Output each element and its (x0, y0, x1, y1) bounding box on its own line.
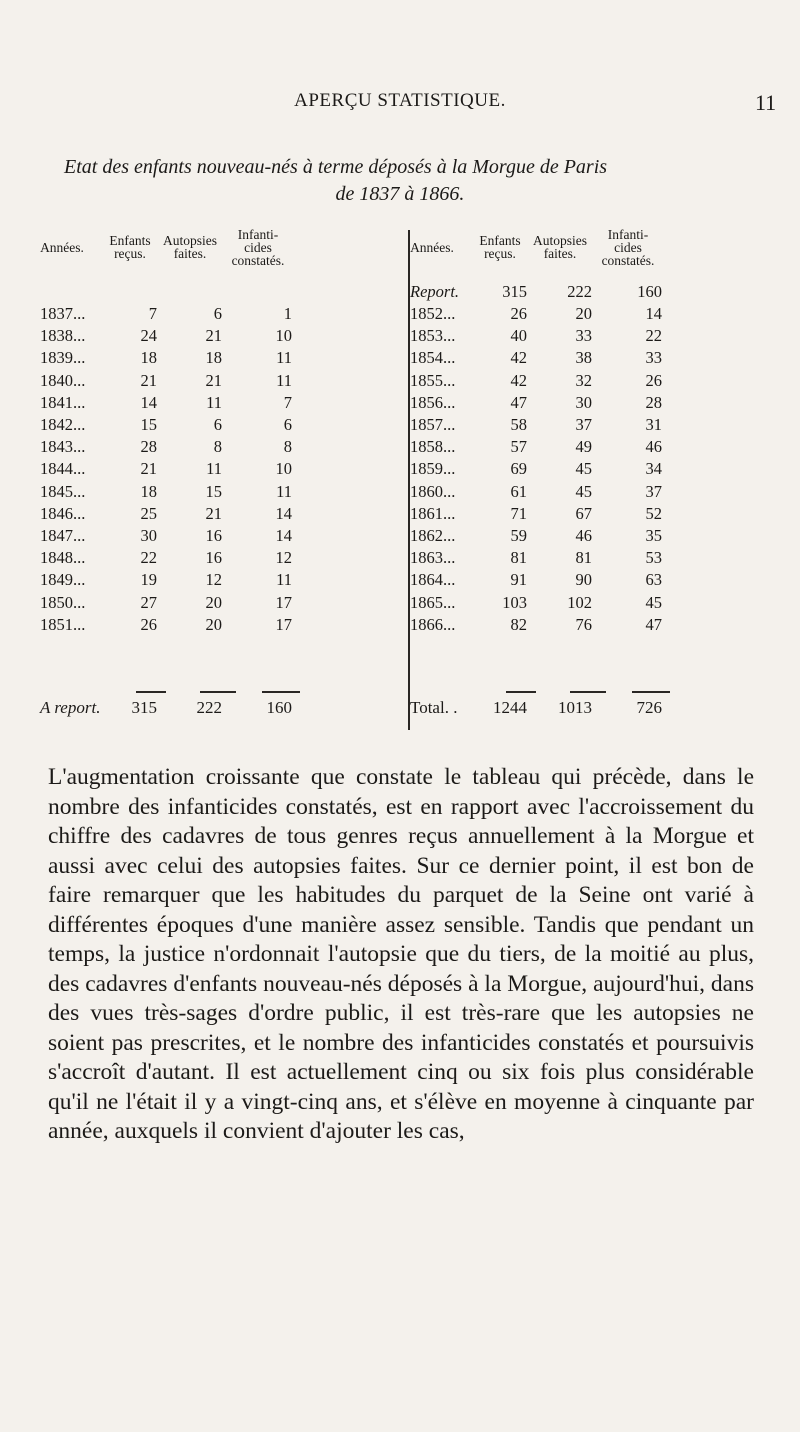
year-cell: 1843... (40, 437, 86, 457)
year-cell: 1866... (410, 614, 456, 634)
table-row (40, 348, 400, 372)
infanticides-cell: 14 (275, 503, 292, 523)
sum-rule (632, 691, 670, 693)
table-row (410, 570, 770, 594)
enfants-cell: 103 (502, 592, 527, 612)
running-header (0, 90, 800, 120)
header-enfants-line: Enfants (479, 233, 521, 248)
year-cell: 1847... (40, 526, 86, 545)
infanticides-cell: 14 (645, 304, 662, 323)
header-infanticides-line: Infanti- (237, 227, 279, 242)
enfants-cell: 59 (510, 526, 527, 545)
enfants-cell: 71 (510, 503, 527, 523)
enfants-cell: 82 (510, 614, 527, 634)
autopsies-cell: 33 (575, 326, 592, 346)
header-infanticides (218, 228, 298, 267)
autopsies-cell: 67 (575, 503, 592, 523)
header-infanticides-line: cides (614, 240, 642, 255)
year-cell: 1860... (410, 481, 456, 501)
autopsies-cell: 21 (205, 370, 222, 390)
infanticides-cell: 26 (645, 370, 662, 390)
year-cell: 1840... (40, 370, 86, 390)
infanticides-cell: 8 (283, 437, 292, 457)
year-cell: 1854... (410, 348, 456, 368)
enfants-cell: 22 (140, 548, 157, 568)
statistics-table (40, 228, 760, 733)
enfants-cell: 19 (140, 570, 157, 590)
enfants-cell: 24 (140, 326, 157, 346)
enfants-cell: 7 (148, 304, 157, 323)
report-row (40, 698, 400, 722)
autopsies-cell: 18 (205, 348, 222, 368)
table-row (410, 615, 770, 639)
table-row (410, 437, 770, 461)
autopsies-cell: 11 (206, 392, 222, 412)
infanticides-cell: 28 (645, 392, 662, 412)
autopsies-cell: 15 (205, 481, 222, 501)
autopsies-cell: 46 (575, 526, 592, 545)
table-row (40, 526, 400, 550)
caption-line-2: de 1837 à 1866. (335, 183, 465, 205)
page-number: 11 (755, 90, 777, 115)
year-cell: 1857... (410, 415, 456, 434)
report-row (410, 282, 770, 306)
table-row (40, 326, 400, 350)
header-infanticides-line: cides (244, 240, 272, 255)
body-paragraph: L'augmentation croissante que constate le tableau qui précède, dans le nombre des infanticides constatés, est en rapport avec l'accroissement du chiffre des cadavres de tous genres reçus annuellement à la Morgue et aussi avec celui des autopsies faites. Sur ce dernier point, il est bon de faire remarquer que les habitudes du parquet de la Seine ont varié à différentes époques d'une manière assez sensible. Tandis que pendant un temps, la justice n'ordonnait l'autopsie que du tiers, de la moitié au plus, des cadavres d'enfants nouveau-nés déposés à la Morgue, aujourd'hui, dans des vues très-sages d'ordre public, il est très-rare que les autopsies ne soient pas prescrites, et le nombre des infanticides constatés et poursuivis s'accroît d'autant. Il est actuellement cinq ou six fois plus considérable qu'il ne l'était il y a vingt-cinq ans, et s'élève en moyenne à cinquante par année, auxquels il convient d'ajouter les cas, (48, 764, 754, 1144)
table-row (410, 482, 770, 506)
header-annees-line: Années. (410, 240, 454, 255)
enfants-cell: 30 (140, 526, 157, 545)
table-caption (40, 154, 760, 208)
table-row (410, 526, 770, 550)
table-row (40, 615, 400, 639)
year-cell: 1841... (40, 392, 86, 412)
header-enfants-line: reçus. (114, 246, 146, 261)
autopsies-cell: 222 (567, 282, 592, 301)
header-enfants-line: Enfants (109, 233, 151, 248)
autopsies-cell: 102 (567, 592, 592, 612)
header-autopsies-line: faites. (543, 246, 577, 261)
year-cell: 1861... (410, 503, 456, 523)
autopsies-cell: 20 (205, 592, 222, 612)
autopsies-cell: 6 (213, 304, 222, 323)
year-cell: 1838... (40, 326, 86, 346)
enfants-cell: 21 (140, 459, 157, 479)
autopsies-cell: 12 (205, 570, 222, 590)
infanticides-cell: 10 (275, 459, 292, 479)
year-cell: Total. . (410, 698, 458, 717)
enfants-cell: 15 (140, 415, 157, 434)
total-row (410, 698, 770, 722)
enfants-cell: 42 (510, 370, 527, 390)
year-cell: 1842... (40, 415, 86, 434)
infanticides-cell: 17 (275, 592, 292, 612)
autopsies-cell: 49 (575, 437, 592, 457)
table-row (410, 348, 770, 372)
enfants-cell: 28 (140, 437, 157, 457)
infanticides-cell: 47 (645, 614, 662, 634)
infanticides-cell: 45 (645, 592, 662, 612)
year-cell: 1852... (410, 304, 456, 323)
year-cell: 1845... (40, 481, 86, 501)
autopsies-cell: 21 (205, 326, 222, 346)
infanticides-cell: 33 (645, 348, 662, 368)
year-cell: 1865... (410, 592, 456, 612)
infanticides-cell: 34 (645, 459, 662, 479)
autopsies-cell: 16 (205, 548, 222, 568)
infanticides-cell: 6 (283, 415, 292, 434)
table-row (40, 437, 400, 461)
autopsies-cell: 45 (575, 481, 592, 501)
autopsies-cell: 21 (205, 503, 222, 523)
sum-rule (570, 691, 606, 693)
infanticides-cell: 22 (645, 326, 662, 346)
autopsies-cell: 81 (575, 548, 592, 568)
infanticides-cell: 12 (275, 548, 292, 568)
enfants-cell: 1244 (493, 698, 527, 717)
enfants-cell: 91 (510, 570, 527, 590)
infanticides-cell: 31 (645, 415, 662, 434)
infanticides-cell: 1 (283, 304, 292, 323)
autopsies-cell: 8 (213, 437, 222, 457)
header-infanticides (588, 228, 668, 267)
header-autopsies-line: Autopsies (533, 233, 587, 248)
header-title: APERÇU STATISTIQUE. (294, 90, 506, 111)
caption-line-1: Etat des enfants nouveau-nés à terme déposés à la Morgue de Paris (64, 156, 608, 178)
table-row (410, 371, 770, 395)
enfants-cell: 21 (140, 370, 157, 390)
table-row (40, 570, 400, 594)
year-cell: 1839... (40, 348, 86, 368)
autopsies-cell: 222 (196, 698, 222, 717)
autopsies-cell: 20 (575, 304, 592, 323)
autopsies-cell: 30 (575, 392, 592, 412)
sum-rule (506, 691, 536, 693)
year-cell: 1837... (40, 304, 86, 323)
infanticides-cell: 53 (645, 548, 662, 568)
table-row (410, 415, 770, 439)
header-annees-line: Années. (40, 240, 84, 255)
infanticides-cell: 160 (266, 698, 292, 717)
enfants-cell: 25 (140, 503, 157, 523)
header-infanticides-line: constatés. (231, 253, 285, 268)
enfants-cell: 26 (510, 304, 527, 323)
autopsies-cell: 45 (575, 459, 592, 479)
table-row (40, 548, 400, 572)
table-row (40, 415, 400, 439)
table-row (410, 459, 770, 483)
year-cell: 1844... (40, 459, 86, 479)
infanticides-cell: 160 (637, 282, 662, 301)
infanticides-cell: 726 (636, 698, 662, 717)
infanticides-cell: 11 (276, 348, 292, 368)
autopsies-cell: 6 (213, 415, 222, 434)
table-row (410, 504, 770, 528)
year-cell: 1853... (410, 326, 456, 346)
year-cell: A report. (40, 698, 101, 717)
infanticides-cell: 11 (276, 570, 292, 590)
year-cell: 1855... (410, 370, 456, 390)
table-row (40, 482, 400, 506)
enfants-cell: 315 (131, 698, 157, 717)
enfants-cell: 57 (510, 437, 527, 457)
sum-rule (262, 691, 300, 693)
table-row (410, 326, 770, 350)
year-cell: 1864... (410, 570, 456, 590)
infanticides-cell: 10 (275, 326, 292, 346)
year-cell: 1859... (410, 459, 456, 479)
year-cell: 1848... (40, 548, 86, 568)
infanticides-cell: 35 (645, 526, 662, 545)
table-row (40, 459, 400, 483)
enfants-cell: 61 (510, 481, 527, 501)
header-infanticides-line: Infanti- (607, 227, 649, 242)
table-row (410, 548, 770, 572)
enfants-cell: 42 (510, 348, 527, 368)
enfants-cell: 18 (140, 348, 157, 368)
enfants-cell: 26 (140, 614, 157, 634)
autopsies-cell: 20 (205, 614, 222, 634)
header-autopsies-line: faites. (173, 246, 207, 261)
enfants-cell: 40 (510, 326, 527, 346)
year-cell: 1851... (40, 614, 86, 634)
table-row (40, 504, 400, 528)
sum-rule (200, 691, 236, 693)
autopsies-cell: 11 (206, 459, 222, 479)
autopsies-cell: 90 (575, 570, 592, 590)
year-cell: 1858... (410, 437, 456, 457)
table-left-half (40, 228, 400, 733)
infanticides-cell: 14 (275, 526, 292, 545)
table-row (40, 393, 400, 417)
autopsies-cell: 32 (575, 370, 592, 390)
year-cell: 1863... (410, 548, 456, 568)
infanticides-cell: 63 (645, 570, 662, 590)
infanticides-cell: 11 (276, 481, 292, 501)
year-cell: Report. (410, 282, 460, 301)
enfants-cell: 81 (510, 548, 527, 568)
sum-rule (136, 691, 166, 693)
year-cell: 1849... (40, 570, 86, 590)
table-row (40, 371, 400, 395)
infanticides-cell: 7 (283, 392, 292, 412)
year-cell: 1846... (40, 503, 86, 523)
enfants-cell: 58 (510, 415, 527, 434)
infanticides-cell: 37 (645, 481, 662, 501)
table-row (410, 393, 770, 417)
enfants-cell: 315 (502, 282, 527, 301)
infanticides-cell: 46 (645, 437, 662, 457)
year-cell: 1856... (410, 392, 456, 412)
enfants-cell: 47 (510, 392, 527, 412)
header-autopsies-line: Autopsies (163, 233, 217, 248)
autopsies-cell: 1013 (558, 698, 592, 717)
header-enfants-line: reçus. (484, 246, 516, 261)
autopsies-cell: 76 (575, 614, 592, 634)
enfants-cell: 69 (510, 459, 527, 479)
infanticides-cell: 17 (275, 614, 292, 634)
infanticides-cell: 11 (276, 370, 292, 390)
table-row (40, 593, 400, 617)
autopsies-cell: 16 (205, 526, 222, 545)
table-row (40, 304, 400, 328)
enfants-cell: 27 (140, 592, 157, 612)
table-row (410, 593, 770, 617)
table-row (410, 304, 770, 328)
table-right-half (410, 228, 770, 733)
enfants-cell: 18 (140, 481, 157, 501)
autopsies-cell: 38 (575, 348, 592, 368)
autopsies-cell: 37 (575, 415, 592, 434)
header-infanticides-line: constatés. (601, 253, 655, 268)
enfants-cell: 14 (140, 392, 157, 412)
year-cell: 1862... (410, 526, 456, 545)
year-cell: 1850... (40, 592, 86, 612)
infanticides-cell: 52 (645, 503, 662, 523)
